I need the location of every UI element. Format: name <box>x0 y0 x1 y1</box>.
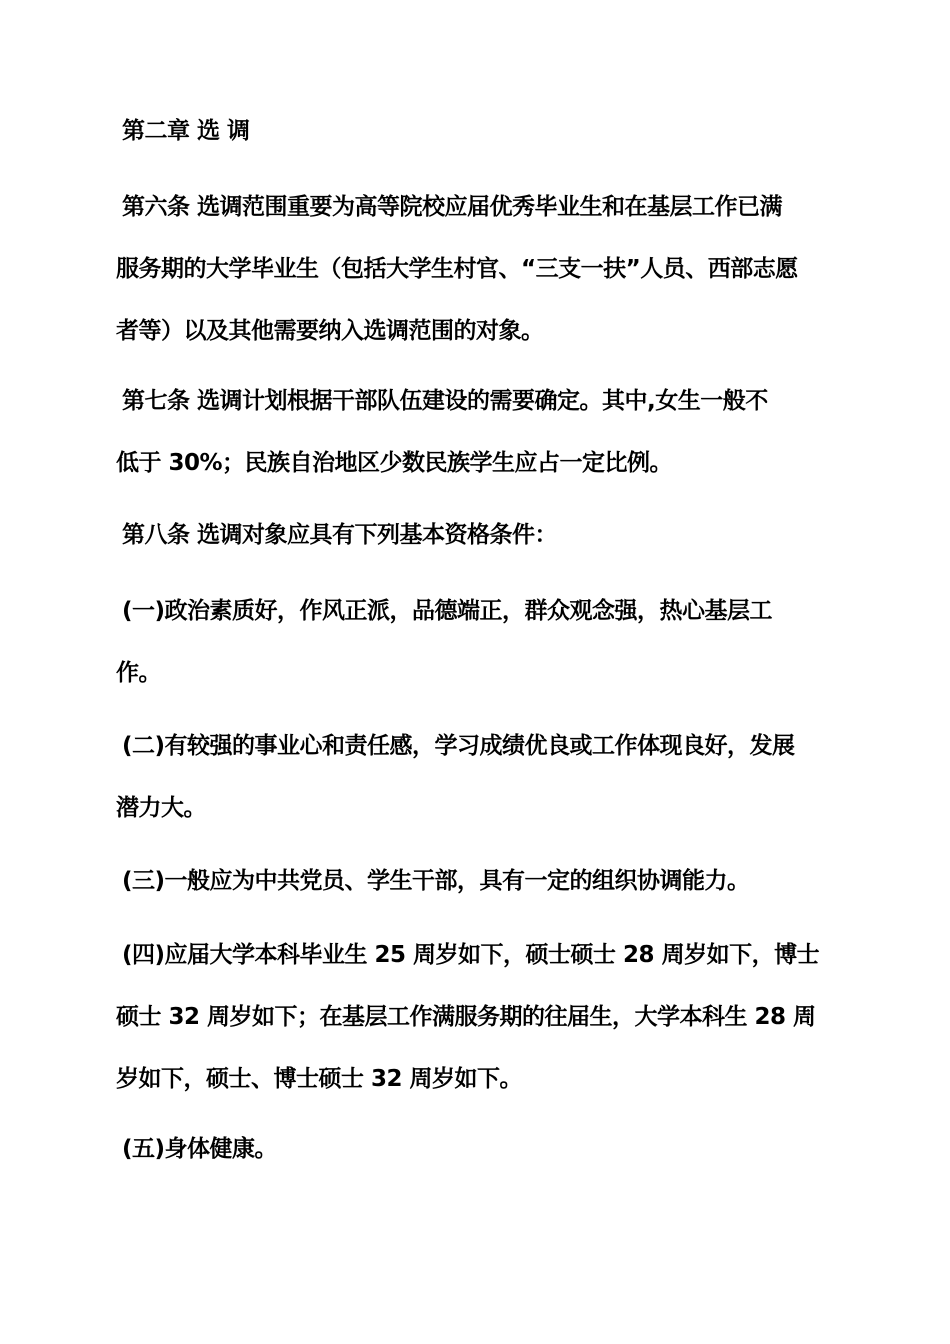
article-6-line-2: 服务期的大学毕业生（包括大学生村官、“三支一扶”人员、西部志愿 <box>116 256 798 282</box>
condition-item-1-line-2: 作。 <box>116 660 161 686</box>
condition-item-3-line-1: (三)一般应为中共党员、学生干部，具有一定的组织协调能力。 <box>122 868 750 894</box>
article-7-line-2: 低于 30%；民族自治地区少数民族学生应占一定比例。 <box>116 450 673 476</box>
condition-item-4 <box>116 924 838 1110</box>
article-7-line-1: 第七条 选调计划根据干部队伍建设的需要确定。其中,女生一般不 <box>122 388 768 414</box>
chapter-heading <box>116 100 838 162</box>
condition-item-5 <box>116 1118 838 1180</box>
condition-item-1-line-1: (一)政治素质好，作风正派，品德端正，群众观念强，热心基层工 <box>122 598 773 624</box>
article-6-line-1: 第六条 选调范围重要为高等院校应届优秀毕业生和在基层工作已满 <box>122 194 783 220</box>
condition-item-1 <box>116 580 838 704</box>
article-8-line-1: 第八条 选调对象应具有下列基本资格条件： <box>122 522 558 548</box>
condition-item-4-line-1: (四)应届大学本科毕业生 25 周岁如下，硕士硕士 28 周岁如下，博士 <box>122 942 820 968</box>
condition-item-5-line-1: (五)身体健康。 <box>122 1136 278 1162</box>
article-6 <box>116 176 838 362</box>
condition-item-4-line-3: 岁如下，硕士、博士硕士 32 周岁如下。 <box>116 1066 523 1092</box>
article-8 <box>116 504 838 566</box>
article-6-line-3: 者等）以及其他需要纳入选调范围的对象。 <box>116 318 544 344</box>
condition-item-2-line-1: (二)有较强的事业心和责任感，学习成绩优良或工作体现良好，发展 <box>122 733 795 759</box>
condition-item-4-line-2: 硕士 32 周岁如下；在基层工作满服务期的往届生，大学本科生 28 周 <box>116 1004 816 1030</box>
chapter-heading-text: 第二章 选 调 <box>122 118 250 144</box>
condition-item-2-line-2: 潜力大。 <box>116 795 206 821</box>
condition-item-3 <box>116 850 838 912</box>
condition-item-2 <box>116 715 838 839</box>
article-7 <box>116 370 838 494</box>
